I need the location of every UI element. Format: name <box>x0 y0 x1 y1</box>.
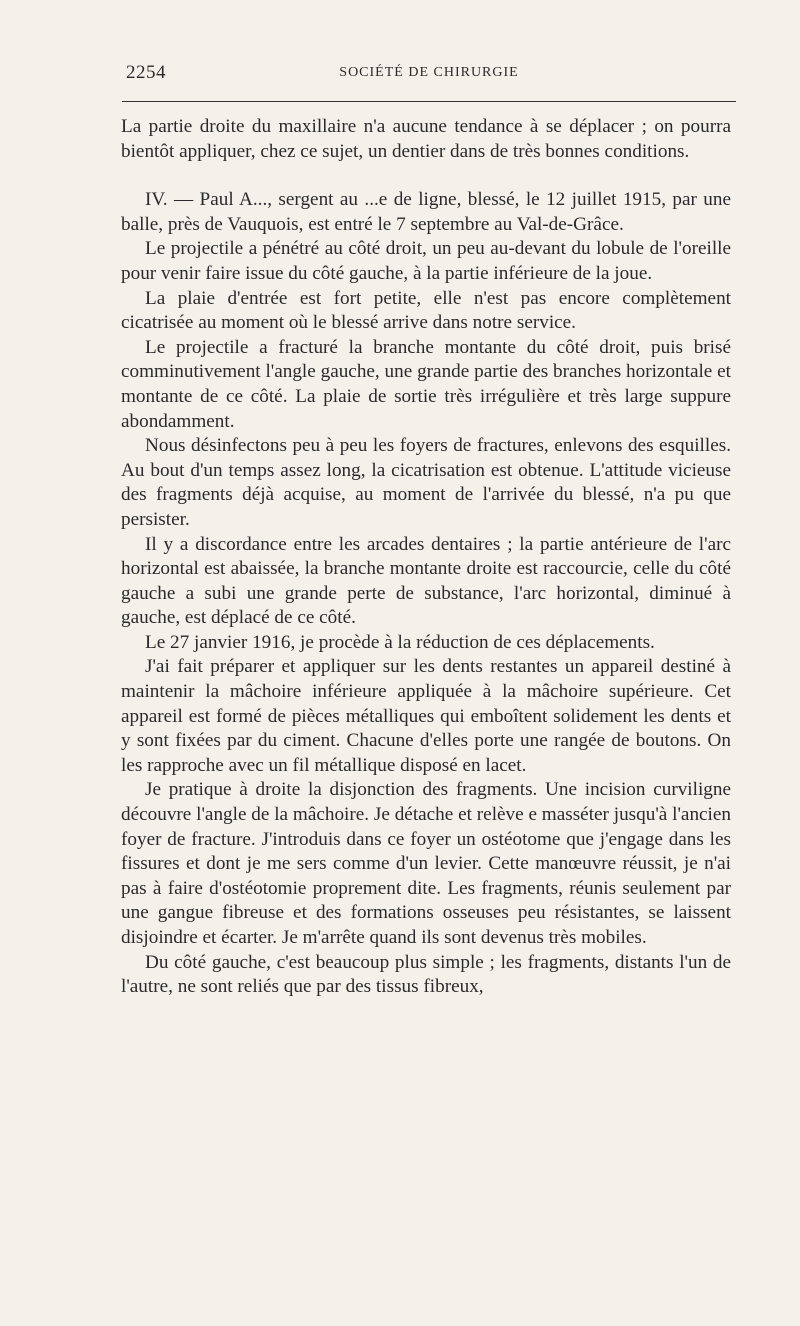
paragraph: La plaie d'entrée est fort petite, elle n'est pas encore complètement cicatrisée au moment où le blessé arrive dans notre service. <box>121 287 731 334</box>
journal-title: SOCIÉTÉ DE CHIRURGIE <box>339 65 519 80</box>
paragraph: Le projectile a fracturé la branche montante du côté droit, puis brisé comminutivement l'angle gauche, une grande partie des branches horizontale et montante de ce côté. La plaie de sortie très irrégulière et très large suppure abondamment. <box>121 336 731 432</box>
running-head <box>126 62 732 90</box>
paragraph: Nous désinfectons peu à peu les foyers de fractures, enlevons des esquilles. Au bout d'un temps assez long, la cicatrisation est obtenue. L'attitude vicieuse des fragments déjà acquise, au moment de l'arrivée du blessé, n'a pu que persister. <box>121 435 731 530</box>
paragraph: Le 27 janvier 1916, je procède à la réduction de ces déplacements. <box>145 631 655 653</box>
body-text <box>121 115 731 1000</box>
paragraph: IV. — Paul A..., sergent au ...e de ligne, blessé, le 12 juillet 1915, par une balle, près de Vauquois, est entré le 7 septembre au Val-de-Grâce. <box>121 189 731 235</box>
paragraph: Du côté gauche, c'est beaucoup plus simple ; les fragments, distants l'un de l'autre, ne sont reliés que par des tissus fibreux, <box>121 951 731 998</box>
page-number: 2254 <box>126 62 166 83</box>
paragraph: J'ai fait préparer et appliquer sur les dents restantes un appareil destiné à maintenir la mâchoire inférieure appliquée à la mâchoire supérieure. Cet appareil est formé de pièces métalliques qui emboîtent solidement les dents et y sont fixées par du ciment. Chacune d'elles porte une rangée de boutons. On les rapproche avec un fil métallique disposé en lacet. <box>121 656 731 776</box>
paragraph: Il y a discordance entre les arcades dentaires ; la partie antérieure de l'arc horizontal est abaissée, la branche montante droite est raccourcie, celle du côté gauche a subi une grande perte de substance, l'arc horizontal, diminué à gauche, est déplacé de ce côté. <box>121 533 731 629</box>
paragraph: Le projectile a pénétré au côté droit, un peu au-devant du lobule de l'oreille pour venir faire issue du côté gauche, à la partie inférieure de la joue. <box>121 238 731 284</box>
header-rule <box>122 101 736 102</box>
paragraph: Je pratique à droite la disjonction des fragments. Une incision curviligne découvre l'angle de la mâchoire. Je détache et relève e masséter jusqu'à l'ancien foyer de fracture. J'introduis dans ce foyer un ostéotome que j'engage dans les fissures et dont je me sers comme d'un levier. Cette manœuvre réussit, je n'ai pas à faire d'ostéotomie proprement dite. Les fragments, réunis seulement par une gangue fibreuse et des formations osseuses peu résistantes, se laissent disjoindre et écarter. Je m'arrête quand ils sont devenus très mobiles. <box>121 779 731 948</box>
paragraph: La partie droite du maxillaire n'a aucune tendance à se déplacer ; on pourra bientôt appliquer, chez ce sujet, un dentier dans de très bonnes conditions. <box>121 116 731 162</box>
